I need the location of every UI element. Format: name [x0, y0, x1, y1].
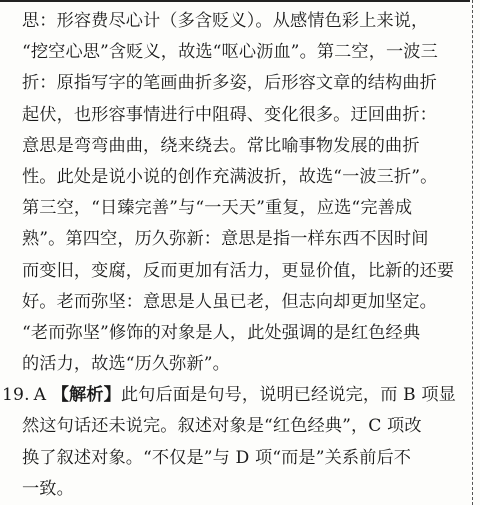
text-line: 熟”。第四空，历久弥新：意思是指一样东西不因时间: [22, 229, 429, 250]
text-line: 起伏，也形容事情进行中阻碍、变化很多。迂回曲折：: [22, 104, 437, 125]
text-line: 然这句话还未说完。叙述对象是“红色经典”，C 项改: [22, 416, 422, 437]
answer-letter: A: [33, 385, 47, 406]
question-number: 19.: [2, 385, 30, 406]
text-line: 意思是弯弯曲曲，绕来绕去。常比喻事物发展的曲折: [22, 135, 420, 156]
text-line: 好。老而弥坚：意思是人虽已老，但志向却更加坚定。: [22, 291, 437, 312]
analysis-text: 此句后面是句号，说明已经说完，而 B 项显: [120, 385, 456, 406]
text-line: 一致。: [22, 478, 74, 499]
text-line: 性。此处是说小说的创作充满波折，故选“一波三折”。: [22, 166, 438, 187]
text-line: 折：原指写字的笔画曲折多姿，后形容文章的结构曲折: [22, 73, 437, 94]
analysis-tag: 【解析】: [51, 385, 121, 406]
explanation-text-block: [2, 6, 466, 505]
text-line: 换了叙述对象。“不仅是”与 D 项“而是”关系前后不: [22, 447, 412, 468]
right-dashed-border: [472, 0, 473, 505]
text-line: 的活力，故选“历久弥新”。: [22, 354, 230, 375]
text-line: 而变旧，变腐，反而更加有活力，更显价值，比新的还要: [22, 260, 455, 281]
text-line: “挖空心思”含贬义，故选“呕心沥血”。第二空，一波三: [22, 42, 438, 63]
top-border-line: [0, 0, 470, 2]
text-line: 思：形容费尽心计（多含贬义）。从感情色彩上来说，: [22, 11, 429, 31]
question-19-first-line: [2, 380, 466, 411]
text-line: “老而弥坚”修饰的对象是人，此处强调的是红色经典: [22, 322, 421, 343]
text-line: 第三空，“日臻完善”与“一天天”重复，应选“完善成: [22, 198, 413, 219]
